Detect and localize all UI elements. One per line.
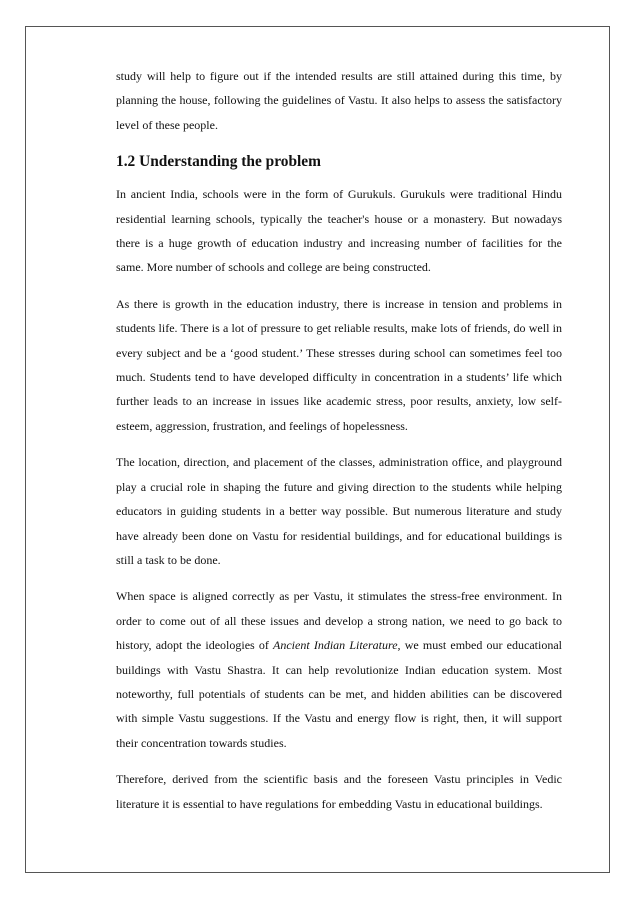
- paragraph-student-stress: As there is growth in the education industry, there is increase in tension and problems in students life. There is a lot of pressure to get reliable results, make lots of friends, do well in every subject and be a ‘good student.’ These stresses during school can sometimes feel too much. Students tend to have developed difficulty in concentration in a students’ life which further leads to an increase in issues like academic stress, poor results, anxiety, low self-esteem, aggression, frustration, and feelings of hopelessness.: [116, 296, 562, 433]
- paragraph-vastu-alignment: [116, 584, 562, 755]
- paragraph-conclusion: Therefore, derived from the scientific basis and the foreseen Vastu principles in Vedic literature it is essential to have regulations for embedding Vastu in educational buildings.: [116, 772, 562, 811]
- section-heading: 1.2 Understanding the problem: [116, 153, 321, 171]
- ancient-literature-italic: Ancient Indian Literature,: [273, 638, 401, 653]
- paragraph-vastu-alignment-part2: we must embed our educational buildings with Vastu Shastra. It can help revolutionize Indian education system. Most noteworthy, full potentials of students can be met, and hidden abilities can be discovered with simple Vastu suggestions. If the Vastu and energy flow is right, then, it will support their concentration towards studies.: [116, 638, 562, 750]
- page-content: [116, 64, 562, 828]
- paragraph-gurukuls: In ancient India, schools were in the form of Gurukuls. Gurukuls were traditional Hindu residential learning schools, typically the teacher's house or a monastery. But nowadays there is a huge growth of education industry and increasing number of facilities for the same. More number of schools and college are being constructed.: [116, 187, 562, 275]
- intro-paragraph: study will help to figure out if the intended results are still attained during this time, by planning the house, following the guidelines of Vastu. It also helps to assess the satisfactory level of these people.: [116, 69, 562, 132]
- paragraph-vastu-alignment-part1: When space is aligned correctly as per Vastu, it stimulates the stress-free environment. In order to come out of all these issues and develop a strong nation, we need to go back to history, adopt the ideologies of: [116, 589, 562, 653]
- paragraph-placement: The location, direction, and placement of the classes, administration office, and playground play a crucial role in shaping the future and giving direction to the students while helping educators in guiding students in a better way possible. But numerous literature and study have already been done on Vastu for residential buildings, and for educational buildings is still a task to be done.: [116, 455, 562, 567]
